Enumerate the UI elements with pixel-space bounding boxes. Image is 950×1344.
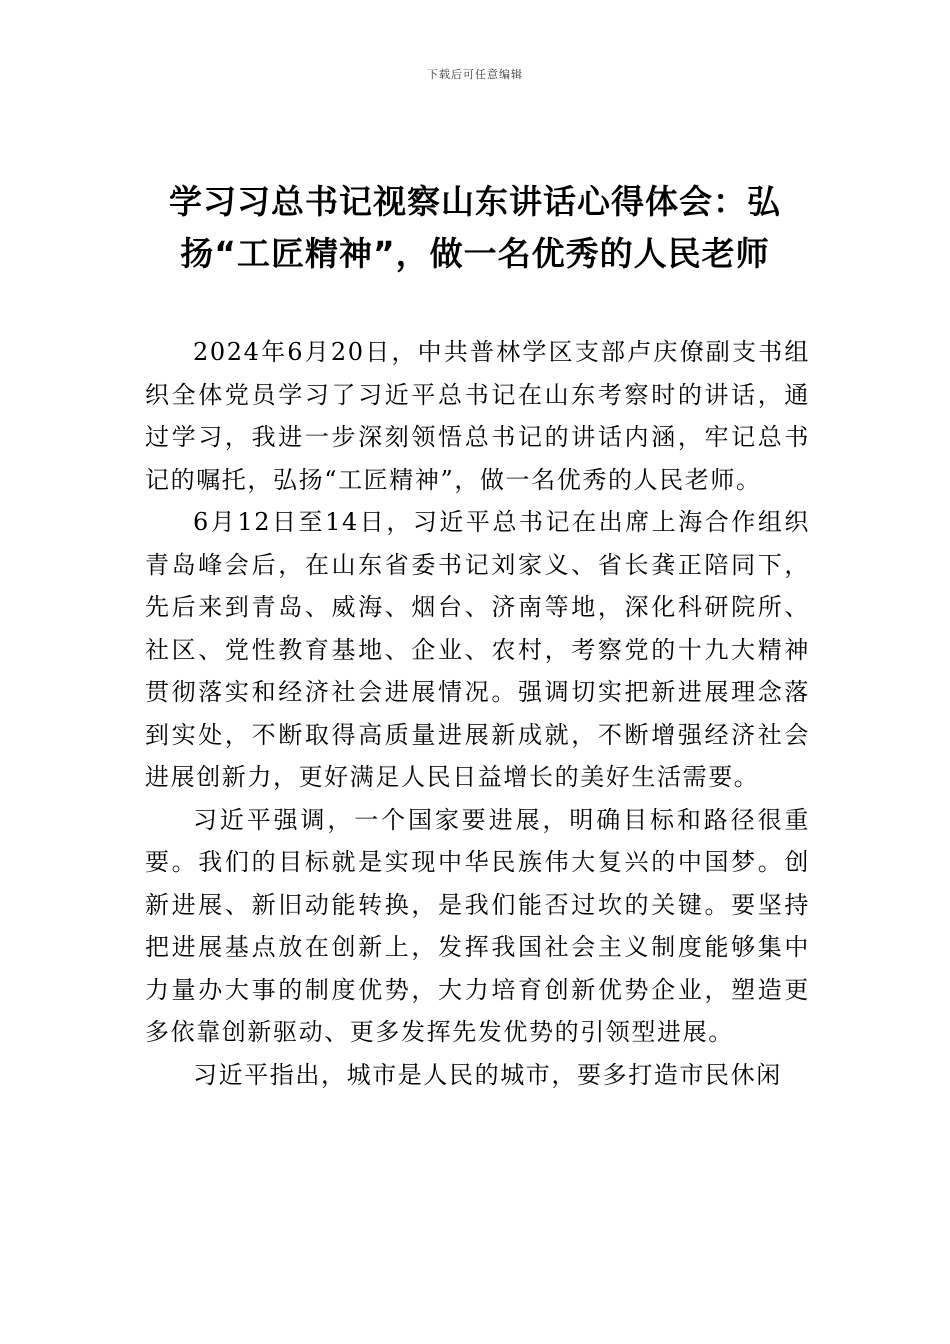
paragraph: 习近平指出，城市是人民的城市，要多打造市民休闲 [193,1060,782,1089]
paragraph: 习近平强调，一个国家要进展，明确目标和路径很重要。我们的目标就是实现中华民族伟大复兴的中国梦。创新进展、新旧动能转换，是我们能否过坎的关键。要坚持把进展基点放在创新上，发挥我国社会主义制度能够集中力量办大事的制度优势，大力培育创新优势企业，塑造更多依靠创新驱动、更多发挥先发优势的引领型进展。 [145,805,810,1046]
document-title [140,176,810,280]
paragraph: 6月12日至14日，习近平总书记在出席上海合作组织青岛峰会后，在山东省委书记刘家义、省长龚正陪同下，先后来到青岛、威海、烟台、济南等地，深化科研院所、社区、党性教育基地、企业、农村，考察党的十九大精神贯彻落实和经济社会进展情况。强调切实把新进展理念落到实处，不断取得高质量进展新成就，不断增强经济社会进展创新力，更好满足人民日益增长的美好生活需要。 [145,508,810,791]
title-line-1: 学习习总书记视察山东讲话心得体会：弘 [169,182,781,221]
document-body [145,331,810,1096]
paragraph: 2024年6月20日，中共普林学区支部卢庆僚副支书组织全体党员学习了习近平总书记在山东考察时的讲话，通过学习，我进一步深刻领悟总书记的讲话内涵，牢记总书记的嘱托，弘扬“工匠精神”，做一名优秀的人民老师。 [145,338,810,494]
header-note: 下载后可任意编辑 [427,68,523,81]
title-line-2: 扬“工匠精神”，做一名优秀的人民老师 [180,234,770,273]
